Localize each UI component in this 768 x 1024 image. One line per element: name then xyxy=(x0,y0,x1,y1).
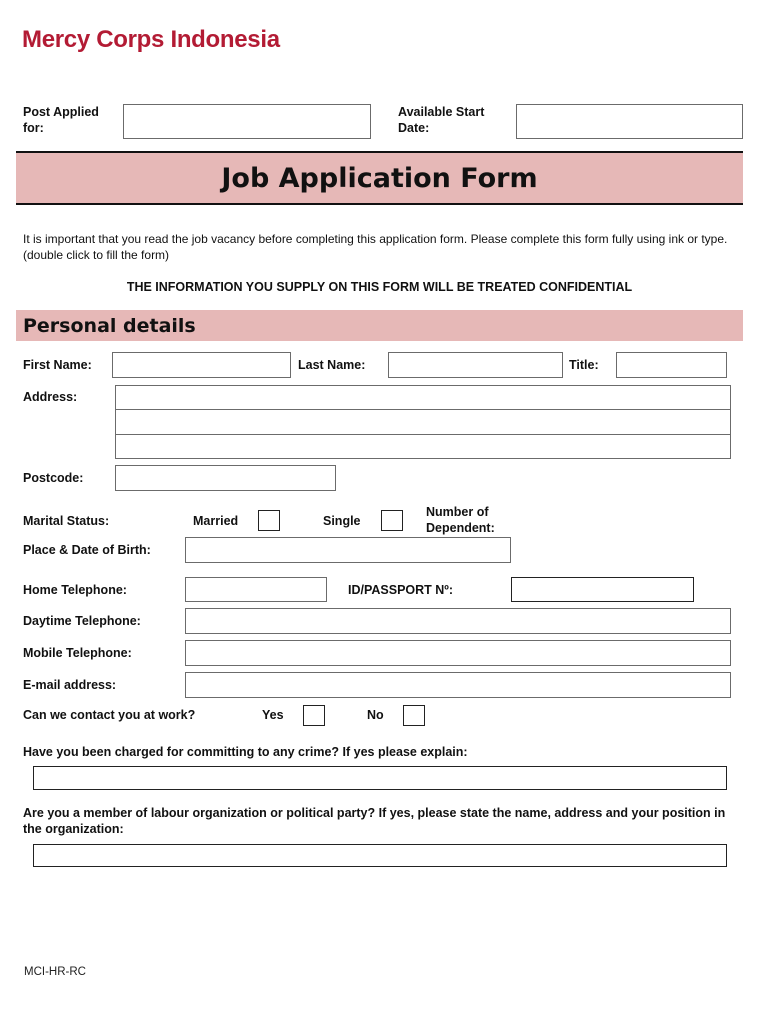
title-label: Title: xyxy=(569,358,599,372)
contact-yes-checkbox[interactable] xyxy=(303,705,325,726)
no-label: No xyxy=(367,708,384,722)
footer-code: MCI-HR-RC xyxy=(24,966,86,978)
crime-explanation-field[interactable] xyxy=(33,766,727,790)
last-name-field[interactable] xyxy=(388,352,563,378)
dependents-label: Number of Dependent: xyxy=(426,505,495,535)
postcode-label: Postcode: xyxy=(23,471,84,485)
home-telephone-label: Home Telephone: xyxy=(23,583,127,597)
email-label: E-mail address: xyxy=(23,678,117,692)
form-title-banner xyxy=(16,151,743,205)
organization-question: Are you a member of labour organization or political party? If yes, please state the name, address and your position in the organization: xyxy=(23,806,726,836)
intro-text: It is important that you read the job vacancy before completing this application form. Please complete this form fully using ink or type. (double click to fill the form) xyxy=(23,232,728,262)
personal-details-header xyxy=(16,310,743,341)
single-checkbox[interactable] xyxy=(381,510,403,531)
married-label: Married xyxy=(193,514,239,528)
form-title: Job Application Form xyxy=(221,162,538,194)
yes-label: Yes xyxy=(262,708,284,722)
daytime-telephone-field[interactable] xyxy=(185,608,731,634)
mobile-telephone-field[interactable] xyxy=(185,640,731,666)
birth-field[interactable] xyxy=(185,537,511,563)
single-label: Single xyxy=(323,514,361,528)
title-field[interactable] xyxy=(616,352,727,378)
section-title: Personal details xyxy=(23,314,196,337)
contact-no-checkbox[interactable] xyxy=(403,705,425,726)
start-date-field[interactable] xyxy=(516,104,743,139)
organization-details-field[interactable] xyxy=(33,844,727,867)
daytime-telephone-label: Daytime Telephone: xyxy=(23,614,141,628)
confidential-notice: THE INFORMATION YOU SUPPLY ON THIS FORM WILL BE TREATED CONFIDENTIAL xyxy=(126,280,633,294)
post-applied-label: Post Applied for: xyxy=(23,105,99,135)
start-date-label: Available Start Date: xyxy=(398,105,485,135)
home-telephone-field[interactable] xyxy=(185,577,327,602)
birth-label: Place & Date of Birth: xyxy=(23,543,151,557)
married-checkbox[interactable] xyxy=(258,510,280,531)
address-line-2-field[interactable] xyxy=(115,409,731,435)
first-name-label: First Name: xyxy=(23,358,92,372)
last-name-label: Last Name: xyxy=(298,358,366,372)
passport-label: ID/PASSPORT Nº: xyxy=(348,583,454,597)
address-label: Address: xyxy=(23,390,78,404)
organization-logo: Mercy Corps Indonesia xyxy=(22,26,280,53)
email-field[interactable] xyxy=(185,672,731,698)
address-line-1-field[interactable] xyxy=(115,385,731,410)
contact-at-work-label: Can we contact you at work? xyxy=(23,708,196,722)
mobile-telephone-label: Mobile Telephone: xyxy=(23,646,132,660)
passport-field[interactable] xyxy=(511,577,694,602)
marital-status-label: Marital Status: xyxy=(23,514,110,528)
postcode-field[interactable] xyxy=(115,465,336,491)
first-name-field[interactable] xyxy=(112,352,291,378)
address-line-3-field[interactable] xyxy=(115,434,731,459)
crime-question: Have you been charged for committing to any crime? If yes please explain: xyxy=(23,745,468,759)
post-applied-field[interactable] xyxy=(123,104,371,139)
